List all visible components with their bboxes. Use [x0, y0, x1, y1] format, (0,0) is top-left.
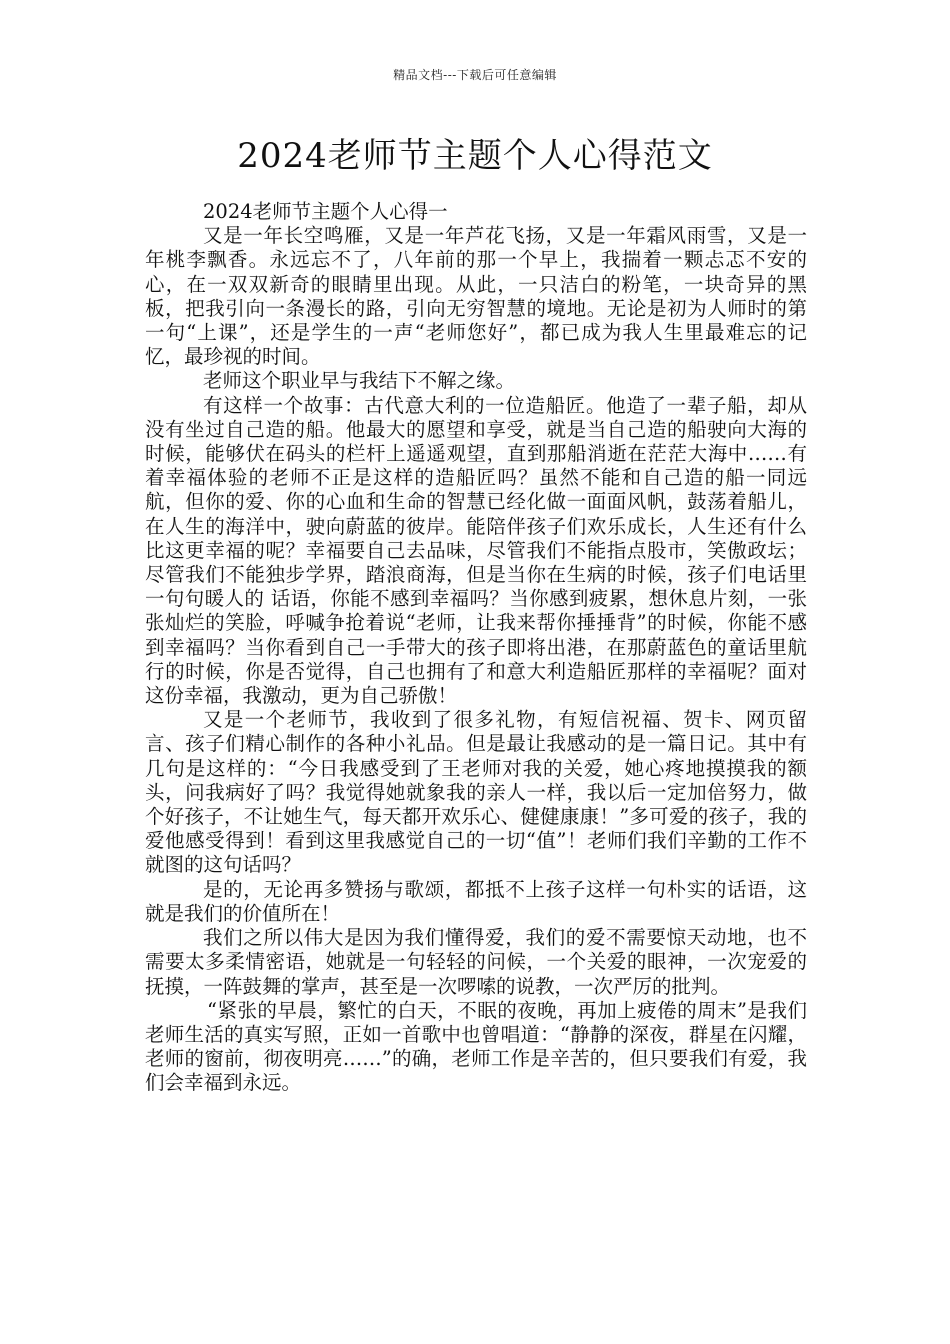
paragraph: 我们之所以伟大是因为我们懂得爱，我们的爱不需要惊天动地，也不需要太多柔情密语，她就是一句轻轻的问候，一个关爱的眼神，一次宠爱的抚摸，一阵鼓舞的掌声，甚至是一次啰嗦的说教，一次严厉的批判。 [145, 926, 807, 998]
paragraph: 又是一个老师节，我收到了很多礼物，有短信祝福、贺卡、网页留言、孩子们精心制作的各种小礼品。但是最让我感动的是一篇日记。其中有几句是这样的：“今日我感受到了王老师对我的关爱，她心疼地摸摸我的额头，问我病好了吗？我觉得她就象我的亲人一样，我以后一定加倍努力，做个好孩子，不让她生气，每天都开欢乐心、健健康康！”多可爱的孩子，我的爱他感受得到！看到这里我感觉自己的一切“值”！老师们我们辛勤的工作不就图的这句话吗？ [145, 708, 807, 877]
header-note: 精品文档---下载后可任意编辑 [393, 68, 557, 82]
paragraph: 老师这个职业早与我结下不解之缘。 [203, 369, 516, 393]
section-heading: 2024老师节主题个人心得一 [203, 200, 448, 223]
paragraph: 又是一年长空鸣雁，又是一年芦花飞扬，又是一年霜风雨雪，又是一年桃李飘香。永远忘不了，八年前的那一个早上，我揣着一颗忐忑不安的心，在一双双新奇的眼睛里出现。从此，一只洁白的粉笔，一块奇异的黑板，把我引向一条漫长的路，引向无穷智慧的境地。无论是初为人师时的第一句“上课”，还是学生的一声“老师您好”，都已成为我人生里最难忘的记忆，最珍视的时间。 [145, 224, 807, 369]
document-title: 2024老师节主题个人心得范文 [237, 136, 713, 176]
paragraph: 有这样一个故事：古代意大利的一位造船匠。他造了一辈子船，却从没有坐过自己造的船。他最大的愿望和享受，就是当自己造的船驶向大海的时候，能够伏在码头的栏杆上遥遥观望，直到那船消逝在茫茫大海中……有着幸福体验的老师不正是这样的造船匠吗？虽然不能和自己造的船一同远航，但你的爱、你的心血和生命的智慧已经化做一面面风帆，鼓荡着船儿，在人生的海洋中，驶向蔚蓝的彼岸。能陪伴孩子们欢乐成长，人生还有什么比这更幸福的呢？幸福要自己去品味，尽管我们不能指点股市，笑傲政坛；尽管我们不能独步学界，踏浪商海，但是当你在生病的时候，孩子们电话里一句句暖人的 话语，你能不感到幸福吗？当你感到疲累，想休息片刻，一张张灿烂的笑脸，呼喊争抢着说“老师，让我来帮你捶捶背”的时候，你能不感到幸福吗？当你看到自己一手带大的孩子即将出港，在那蔚蓝色的童话里航行的时候，你是否觉得，自己也拥有了和意大利造船匠那样的幸福呢？面对这份幸福，我激动，更为自己骄傲！ [145, 393, 807, 708]
document-body [145, 200, 807, 1096]
paragraph: “紧张的早晨，繁忙的白天，不眠的夜晚，再加上疲倦的周末”是我们老师生活的真实写照，正如一首歌中也曾唱道：“静静的深夜，群星在闪耀，老师的窗前，彻夜明亮……”的确，老师工作是辛苦的，但只要我们有爱，我们会幸福到永远。 [145, 998, 807, 1095]
paragraph: 是的，无论再多赞扬与歌颂，都抵不上孩子这样一句朴实的话语，这就是我们的价值所在！ [145, 877, 807, 925]
